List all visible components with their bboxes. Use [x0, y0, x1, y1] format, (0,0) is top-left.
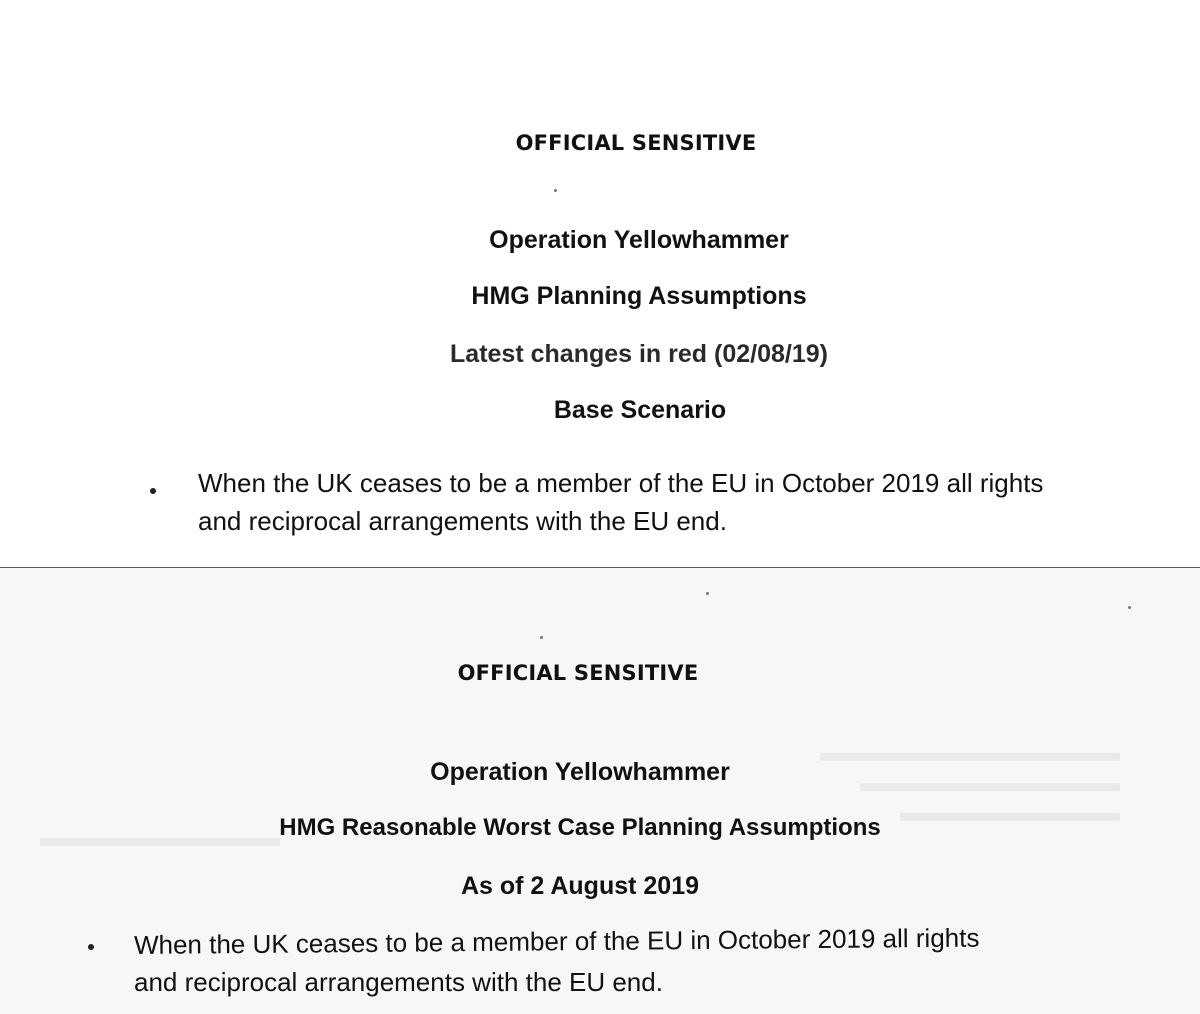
scan-speck	[1128, 606, 1131, 609]
top-scenario: Base Scenario	[553, 396, 727, 424]
scan-ghost	[860, 783, 1120, 791]
bullet-icon	[88, 944, 94, 950]
scan-speck	[540, 636, 543, 639]
top-bullet-line-2: and reciprocal arrangements with the EU end.	[198, 506, 727, 536]
scan-ghost	[40, 838, 280, 846]
bottom-bullet-line-2: and reciprocal arrangements with the EU end.	[134, 967, 663, 997]
scan-ghost	[820, 753, 1120, 761]
bottom-classification-label: OFFICIAL SENSITIVE	[457, 661, 699, 685]
top-subtitle: HMG Planning Assumptions	[471, 282, 807, 310]
bottom-date-line: As of 2 August 2019	[460, 872, 700, 900]
bottom-bullet-line-1: When the UK ceases to be a member of the EU in October 2019 all rights	[133, 922, 980, 960]
scan-speck	[706, 592, 709, 595]
top-change-note: Latest changes in red (02/08/19)	[450, 340, 828, 368]
top-title: Operation Yellowhammer	[489, 226, 789, 254]
bottom-subtitle: HMG Reasonable Worst Case Planning Assumptions	[279, 814, 881, 841]
bottom-title: Operation Yellowhammer	[430, 758, 730, 786]
scan-speck	[554, 189, 557, 192]
top-bullet-line-1: When the UK ceases to be a member of the EU in October 2019 all rights	[198, 468, 1044, 498]
bullet-icon	[150, 488, 156, 494]
bottom-document-panel	[0, 568, 1200, 1014]
top-classification-label: OFFICIAL SENSITIVE	[515, 131, 757, 155]
scan-ghost	[900, 813, 1120, 821]
